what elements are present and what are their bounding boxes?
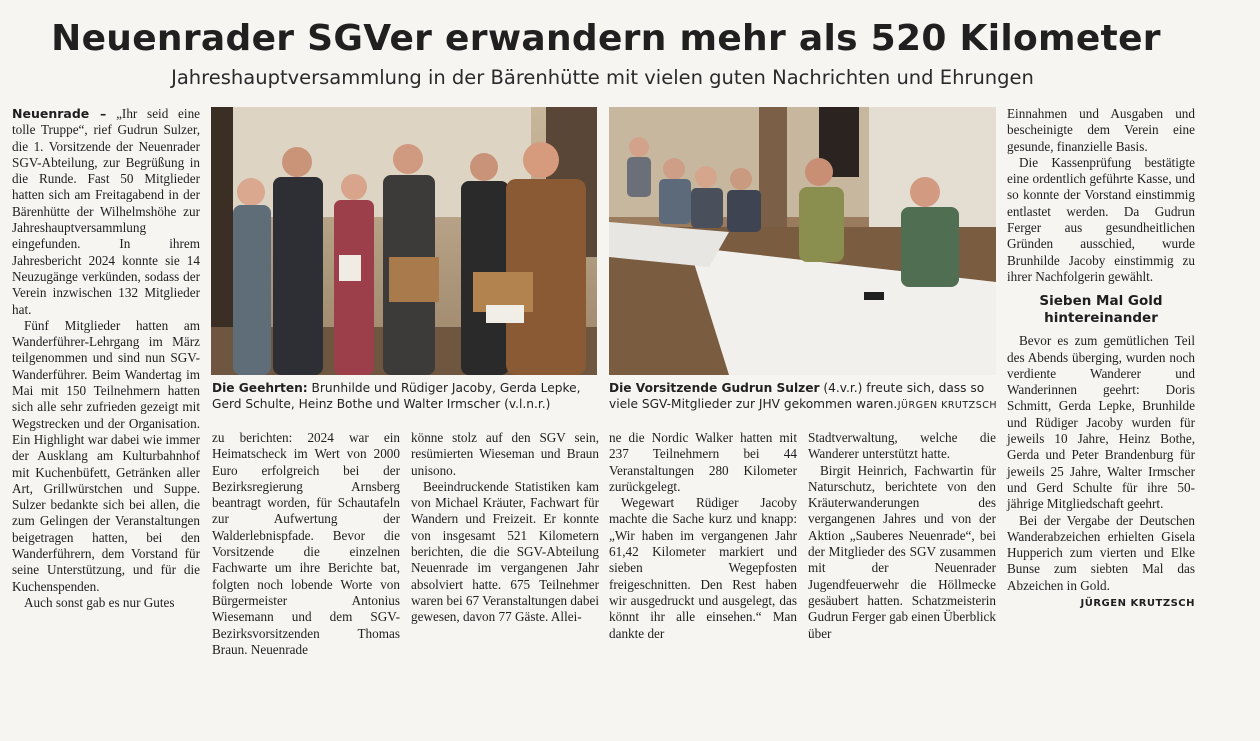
paragraph: ne die Nordic Walker hatten mit 237 Teilnehmern bei 44 Veranstaltungen 280 Kilometer zurückgelegt. [609,430,797,494]
photo-honorees-image [211,107,597,375]
photo-meeting [609,107,996,375]
section-subtitle: Sieben Mal Gold hintereinander [1039,293,1163,327]
paragraph: Bevor es zum gemütlichen Teil des Abends überging, wurden noch verdiente Wanderer und Wanderinnen geehrt: Doris Schmitt, Gerda Lepke, Brunhilde und Rüdiger Jacoby wurden für jeweils 10 Jahre, Heinz Bothe, Gerda und Peter Brandenburg für jeweils 25 Jahre, Walter Irmscher und Gerd Schulte für ihre 50-jährige Mitgliedschaft geehrt. [1007,333,1195,512]
paragraph: Stadtverwaltung, welche die Wanderer unterstützt hatte. [808,430,996,462]
caption-text: (4.v.r.) freute sich, dass so viele SGV-Mitglieder zur JHV gekommen waren. [609,381,985,411]
paragraph: Einnahmen und Ausgaben und bescheinigte dem Verein eine gesunde, finanzielle Basis. [1007,106,1195,154]
paragraph-2: Fünf Mitglieder hatten am Wanderführer-Lehrgang im März teilgenommen und sind nun SGV-Wanderführer. Beim Wandertag im Mai mit 150 Teilnehmern hatten sich alle sehr zufrieden gezeigt mit Wegstrecken und der Organisation. Ein Highlight war dabei wie immer der Ausklang am Kulturbahnhof mit Kuchenbüfett, Getränken aller Art, Grillwürstchen und Suppe. Sulzer bedankte sich bei allen, die zum Gelingen der Veranstaltungen beigetragen hatten, bei den Wanderführern, dem Vorstand für seine Unterstützung, und für die Kuchenspenden. [12,317,200,594]
photo-honorees-caption [212,380,598,412]
column-5 [808,430,996,642]
paragraph-1-text: „Ihr seid eine tolle Truppe“, rief Gudrun Sulzer, die 1. Vorsitzende der Neuenrader SGV-Abteilung, zur Begrüßung in die Runde. Fast 50 Mitglieder hatten sich am Freitagabend in der Bärenhütte der Wilhelmshöhe zur Jahreshauptversammlung eingefunden. In ihrem Jahresbericht 2024 konnte sie 14 Neuzugänge verkünden, sodass der Verein inzwischen 132 Mitglieder hat. [12,106,201,317]
paragraph: könne stolz auf den SGV sein, resümierten Wieseman und Braun unisono. [411,430,599,478]
caption-text: Brunhilde und Rüdiger Jacoby, Gerda Lepke, Gerd Schulte, Heinz Bothe und Walter Irmscher (v.l.n.r.) [212,381,581,411]
column-3 [411,430,599,626]
paragraph: Die Kassenprüfung bestätigte eine ordentlich geführte Kasse, und so konnte der Vorstand einstimmig entlastet werden. Da Gudrun Ferger aus gesundheitlichen Gründen ausschied, wurde Brunhilde Jacoby einstimmig zu ihrer Nachfolgerin gewählt. [1007,154,1195,284]
column-1 [12,106,200,611]
paragraph: Wegewart Rüdiger Jacoby machte die Sache kurz und knapp: „Wir haben im vergangenen Jahr 61,42 Kilometer markiert und sieben Wegepfosten freigeschnitten. Den Rest haben wir ausgedruckt und ausgelegt, das könnt ihr alle einsehen.“ Man dankte der [609,495,797,641]
column-4 [609,430,797,642]
photo-meeting-caption [609,380,997,414]
photo-credit: JÜRGEN KRUTZSCH [897,400,997,411]
paragraph: Beeindruckende Statistiken kam von Michael Kräuter, Fachwart für Wandern und Freizeit. Er konnte von insgesamt 521 Kilometern berichten, die die SGV-Abteilung Neuenrade im vergangenen Jahr absolviert hatte. 675 Teilnehmer waren bei 67 Veranstaltungen dabei gewesen, davon 77 Gäste. Allei- [411,478,599,625]
column-2 [212,430,400,658]
paragraph-text: Bei der Vergabe der Deutschen Wanderabzeichen erhielten Gisela Hupperich zum vierten und Elke Bunse zum siebten Mal das Abzeichen in Gold. [1007,512,1195,593]
paragraph-1 [12,106,200,318]
column-6 [1007,106,1195,612]
photo-honorees [211,107,597,375]
caption-lead: Die Vorsitzende Gudrun Sulzer [609,381,820,395]
dateline: Neuenrade – [12,106,107,121]
paragraph: zu berichten: 2024 war ein Heimatscheck im Wert von 2000 Euro erfolgreich bei der Bezirksregierung Arnsberg beantragt worden, für Schautafeln zur Aufwertung der Walderlebnispfade. Bevor die Vorsitzende die einzelnen Fachwarte um ihre Berichte bat, folgten noch lobende Worte von Bürgermeister Antonius Wiesemann und dem SGV-Bezirksvorsitzenden Thomas Braun. Neuenrade [212,430,400,657]
photo-meeting-image [609,107,996,375]
headline: Neuenrader SGVer erwandern mehr als 520 Kilometer [51,18,1161,59]
paragraph-3: Auch sonst gab es nur Gutes [24,594,175,610]
byline: JÜRGEN KRUTZSCH [1080,598,1195,610]
caption-lead: Die Geehrten: [212,381,308,395]
paragraph: Birgit Heinrich, Fachwartin für Naturschutz, berichtete von den Kräuterwanderungen des vergangenen Jahres und von der Aktion „Sauberes Neuenrade“, bei der Mitglieder des SGV zusammen mit der Neuenrader Jugendfeuerwehr die Höllmecke gesäubert hatten. Schatzmeisterin Gudrun Ferger gab einen Überblick über [808,462,996,641]
paragraph [1007,512,1195,610]
subheadline: Jahreshauptversammlung in der Bärenhütte mit vielen guten Nachrichten und Ehrungen [171,66,1034,89]
